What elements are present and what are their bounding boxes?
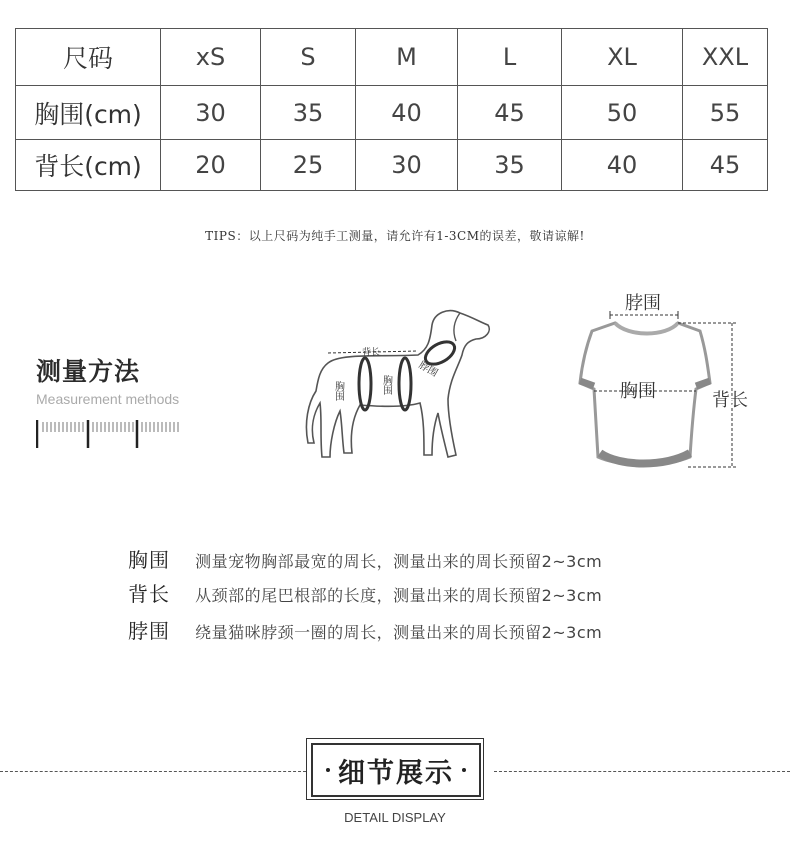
desc-text: 测量宠物胸部最宽的周长，测量出来的周长预留2~3cm [195,552,603,571]
dog-measure-illustration [300,303,500,468]
desc-row-neck [128,615,602,644]
back-cell: 25 [261,140,356,191]
desc-row-chest [128,544,602,573]
method-title: 测量方法 [36,357,141,386]
size-header-xxl: XXL [683,29,768,86]
dot-icon [326,768,330,772]
chest-cell: 35 [261,86,356,140]
shirt-chest-label: 胸围 [620,381,656,402]
dog-chest-right-label: 胸围 [380,375,392,395]
chest-cell: 40 [356,86,458,140]
dog-neck-label: 脖围 [416,359,440,380]
back-cell: 30 [356,140,458,191]
chest-cell: 50 [562,86,683,140]
dog-chest-left-label: 胸围 [332,381,344,401]
desc-text: 绕量猫咪脖颈一圈的周长，测量出来的周长预留2~3cm [195,623,603,642]
ruler-icon [36,418,186,450]
desc-key: 脖围 [128,619,170,643]
size-header-s: S [261,29,356,86]
size-header-label: 尺码 [16,29,161,86]
size-table [15,28,768,191]
detail-subtitle: DETAIL DISPLAY [344,810,446,825]
shirt-neck-label: 脖围 [625,293,661,314]
desc-key: 背长 [128,582,170,606]
back-row-label: 背长(cm) [16,140,161,191]
chest-cell: 45 [458,86,562,140]
size-header-xl: XL [562,29,683,86]
dot-icon [462,768,466,772]
back-cell: 35 [458,140,562,191]
chest-cell: 55 [683,86,768,140]
detail-frame [311,743,481,797]
back-cell: 45 [683,140,768,191]
shirt-back-label: 背长 [712,390,748,411]
back-cell: 40 [562,140,683,191]
divider-left [0,771,306,772]
desc-key: 胸围 [128,548,170,572]
shirt-measure-illustration [570,285,770,475]
back-row [16,140,768,191]
divider-right [494,771,790,772]
detail-title: 细节展示 [338,757,454,789]
size-header-l: L [458,29,562,86]
size-header-m: M [356,29,458,86]
back-cell: 20 [161,140,261,191]
chest-row [16,86,768,140]
desc-row-back [128,578,602,607]
dog-back-label: 背长 [362,348,381,358]
chest-cell: 30 [161,86,261,140]
desc-text: 从颈部的尾巴根部的长度，测量出来的周长预留2~3cm [195,586,603,605]
size-header-xs: xS [161,29,261,86]
size-header-row [16,29,768,86]
tips-text: TIPS：以上尺码为纯手工测量，请允许有1-3CM的误差，敬请谅解! [205,229,585,243]
chest-row-label: 胸围(cm) [16,86,161,140]
method-subtitle: Measurement methods [36,391,180,407]
